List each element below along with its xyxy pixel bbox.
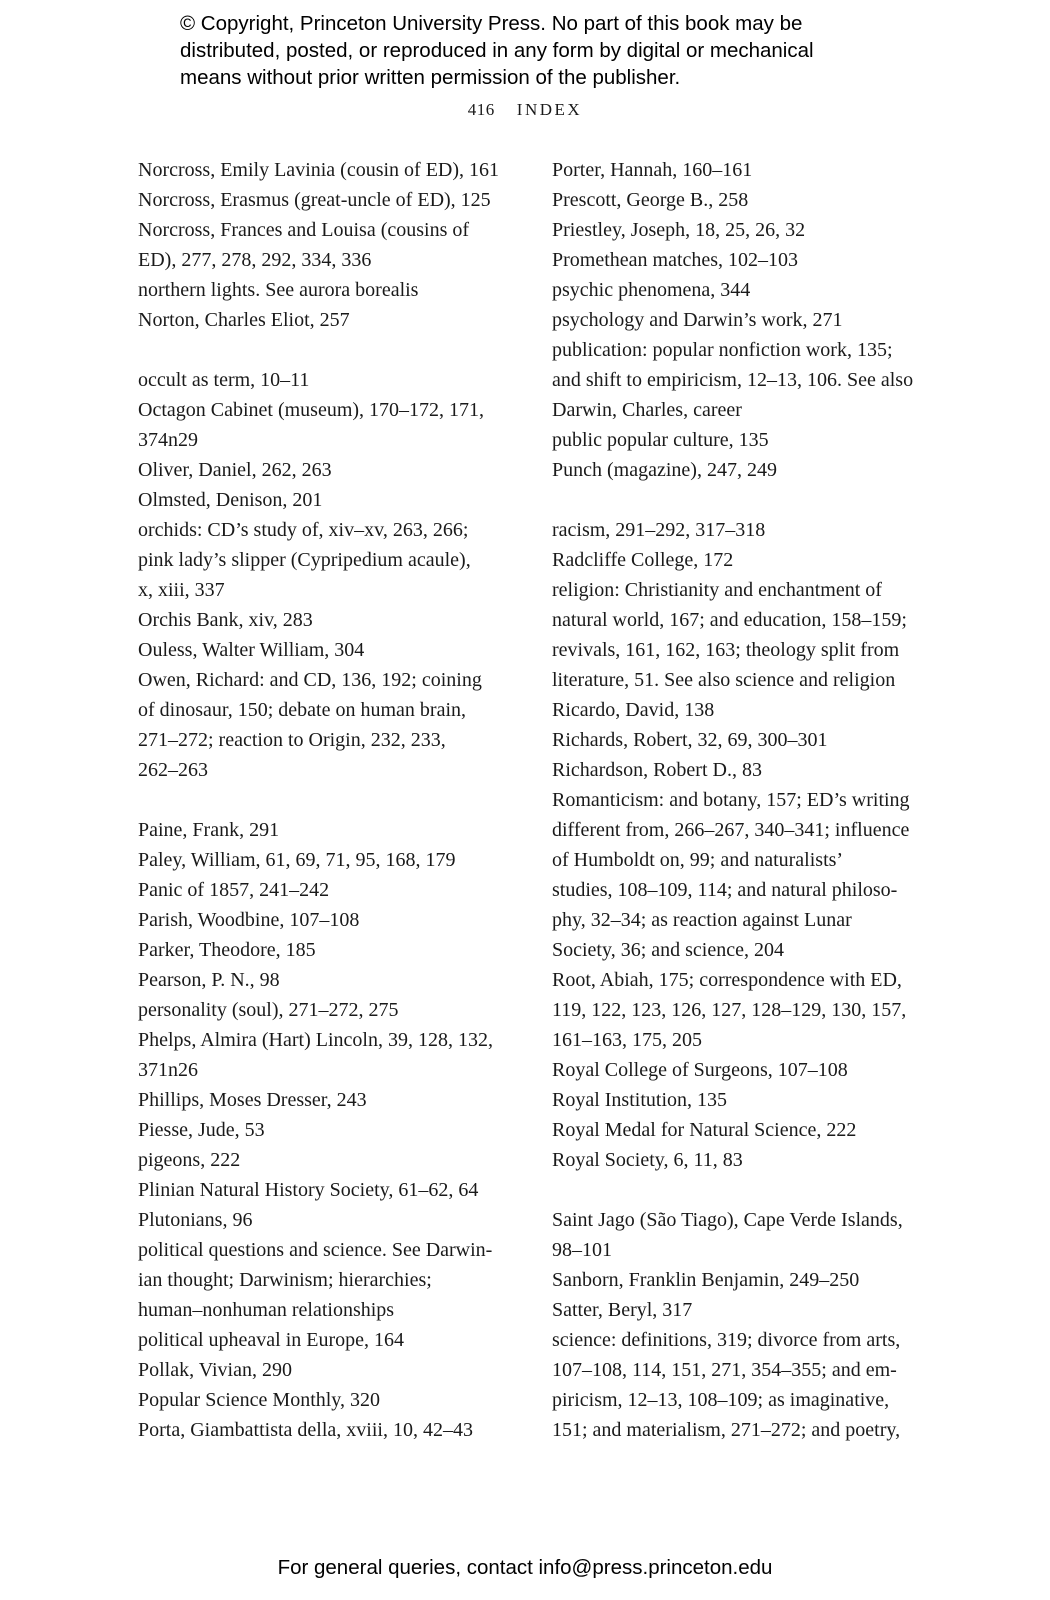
index-entry-line: Popular Science Monthly, 320: [138, 1389, 381, 1411]
index-entry-line: Owen, Richard: and CD, 136, 192; coining: [138, 669, 482, 691]
index-entry: [552, 785, 927, 965]
index-entry-line: Root, Abiah, 175; correspondence with ED,: [552, 969, 902, 991]
index-entry: [138, 1325, 513, 1355]
index-entry-line: x, xiii, 337: [138, 579, 225, 601]
index-entry-line: Punch (magazine), 247, 249: [552, 459, 777, 481]
index-entry-line: Octagon Cabinet (museum), 170–172, 171,: [138, 399, 485, 421]
index-entry: [138, 815, 513, 845]
index-entry-line: political upheaval in Europe, 164: [138, 1329, 405, 1351]
index-entry: [138, 665, 513, 785]
index-entry-line: Phillips, Moses Dresser, 243: [138, 1089, 367, 1111]
index-entry-line: Romanticism: and botany, 157; ED’s writing: [552, 789, 910, 811]
index-entry-line: pink lady’s slipper (Cypripedium acaule),: [138, 549, 471, 571]
index-entry-line: science: definitions, 319; divorce from arts,: [552, 1329, 901, 1351]
index-entry: [138, 395, 513, 455]
index-entry-line: different from, 266–267, 340–341; influence: [552, 819, 910, 841]
index-entry-line: Richardson, Robert D., 83: [552, 759, 762, 781]
index-entry: [552, 575, 927, 695]
index-entry-line: psychic phenomena, 344: [552, 279, 751, 301]
index-entry: [552, 425, 927, 455]
index-entry: [138, 515, 513, 605]
index-entry-line: Norton, Charles Eliot, 257: [138, 309, 350, 331]
index-entry-line: Paine, Frank, 291: [138, 819, 280, 841]
copyright-line: means without prior written permission of the publisher.: [180, 66, 681, 89]
index-entry: [552, 965, 927, 1055]
index-entry: [552, 515, 927, 545]
index-entry-line: of dinosaur, 150; debate on human brain,: [138, 699, 467, 721]
index-entry-line: Pollak, Vivian, 290: [138, 1359, 292, 1381]
index-entry-line: Promethean matches, 102–103: [552, 249, 799, 271]
index-entry: [138, 215, 513, 275]
index-entry: [138, 485, 513, 515]
index-entry: [552, 155, 927, 185]
index-entry: [138, 635, 513, 665]
index-entry-line: Orchis Bank, xiv, 283: [138, 609, 313, 631]
index-entry: [138, 875, 513, 905]
index-entry: [138, 185, 513, 215]
index-entry-line: studies, 108–109, 114; and natural philoso-: [552, 879, 898, 901]
index-entry-line: Parish, Woodbine, 107–108: [138, 909, 360, 931]
index-entry: [138, 965, 513, 995]
index-entry: [138, 275, 513, 305]
index-entry: [138, 905, 513, 935]
index-entry: [552, 1085, 927, 1115]
index-entry-line: 98–101: [552, 1239, 612, 1261]
index-entry-line: and shift to empiricism, 12–13, 106. See also: [552, 369, 914, 391]
index-entry: [552, 1325, 927, 1445]
index-entry-line: Norcross, Frances and Louisa (cousins of: [138, 219, 470, 241]
index-entry-line: northern lights. See aurora borealis: [138, 279, 419, 301]
copyright-line: © Copyright, Princeton University Press. No part of this book may be: [180, 12, 803, 35]
index-entry-line: Sanborn, Franklin Benjamin, 249–250: [552, 1269, 860, 1291]
index-entry: [552, 695, 927, 725]
index-entry-line: pigeons, 222: [138, 1149, 241, 1171]
footer-contact: For general queries, contact info@press.princeton.edu: [277, 1556, 773, 1579]
page-number: 416: [467, 100, 495, 119]
index-entry-line: Plutonians, 96: [138, 1209, 253, 1231]
copyright-notice: [180, 10, 900, 91]
index-entry: [138, 845, 513, 875]
index-entry-line: Norcross, Erasmus (great-uncle of ED), 125: [138, 189, 491, 211]
index-entry: [552, 1145, 927, 1175]
index-entry-line: Society, 36; and science, 204: [552, 939, 784, 961]
index-entry-line: human–nonhuman relationships: [138, 1299, 395, 1321]
index-entry-line: literature, 51. See also science and religion: [552, 669, 896, 691]
index-column-right: [552, 155, 927, 1445]
index-entry-line: Saint Jago (São Tiago), Cape Verde Islands,: [552, 1209, 903, 1231]
index-entry: [138, 155, 513, 185]
index-entry: [138, 1205, 513, 1235]
index-entry-line: Parker, Theodore, 185: [138, 939, 316, 961]
section-title: INDEX: [516, 100, 583, 119]
index-entry: [552, 1115, 927, 1145]
index-entry-line: Oliver, Daniel, 262, 263: [138, 459, 332, 481]
index-entry-line: ED), 277, 278, 292, 334, 336: [138, 249, 372, 271]
index-entry: [138, 1235, 513, 1325]
index-entry-line: Darwin, Charles, career: [552, 399, 742, 421]
index-entry-line: racism, 291–292, 317–318: [552, 519, 766, 541]
index-entry-line: 371n26: [138, 1059, 198, 1081]
index-entry-line: Porter, Hannah, 160–161: [552, 159, 753, 181]
index-entry: [552, 1265, 927, 1295]
index-entry-line: Phelps, Almira (Hart) Lincoln, 39, 128, 132,: [138, 1029, 493, 1051]
index-entry-line: Piesse, Jude, 53: [138, 1119, 265, 1141]
index-entry: [138, 365, 513, 395]
letter-group-gap: [138, 785, 513, 815]
index-entry: [552, 545, 927, 575]
index-entry-line: revivals, 161, 162, 163; theology split from: [552, 639, 900, 661]
index-entry: [552, 1205, 927, 1265]
index-entry-line: Ricardo, David, 138: [552, 699, 715, 721]
index-entry-line: 107–108, 114, 151, 271, 354–355; and em-: [552, 1359, 897, 1381]
index-entry: [552, 185, 927, 215]
index-entry-line: 271–272; reaction to Origin, 232, 233,: [138, 729, 446, 751]
index-entry: [552, 305, 927, 335]
index-entry-line: Pearson, P. N., 98: [138, 969, 280, 991]
index-entry: [552, 755, 927, 785]
index-entry-line: Royal Medal for Natural Science, 222: [552, 1119, 857, 1141]
index-entry-line: public popular culture, 135: [552, 429, 769, 451]
index-entry: [552, 275, 927, 305]
index-entry: [552, 725, 927, 755]
index-column-left: [138, 155, 513, 1445]
index-entry-line: political questions and science. See Darwin-: [138, 1239, 493, 1261]
index-entry-line: Porta, Giambattista della, xviii, 10, 42–43: [138, 1419, 473, 1441]
index-entry: [552, 215, 927, 245]
index-entry-line: phy, 32–34; as reaction against Lunar: [552, 909, 852, 931]
index-entry-line: Richards, Robert, 32, 69, 300–301: [552, 729, 828, 751]
index-entry: [138, 995, 513, 1025]
index-entry-line: Priestley, Joseph, 18, 25, 26, 32: [552, 219, 806, 241]
index-entry-line: orchids: CD’s study of, xiv–xv, 263, 266;: [138, 519, 469, 541]
index-entry-line: Royal Institution, 135: [552, 1089, 727, 1111]
copyright-line: distributed, posted, or reproduced in any form by digital or mechanical: [180, 39, 814, 62]
index-entry-line: Paley, William, 61, 69, 71, 95, 168, 179: [138, 849, 456, 871]
letter-group-gap: [138, 335, 513, 365]
index-entry: [552, 1295, 927, 1325]
index-entry-line: Ouless, Walter William, 304: [138, 639, 365, 661]
index-entry: [552, 245, 927, 275]
index-entry: [138, 1085, 513, 1115]
index-entry-line: 119, 122, 123, 126, 127, 128–129, 130, 157,: [552, 999, 907, 1021]
index-entry: [138, 1025, 513, 1085]
index-entry-line: piricism, 12–13, 108–109; as imaginative,: [552, 1389, 890, 1411]
index-entry-line: 374n29: [138, 429, 198, 451]
index-entry-line: natural world, 167; and education, 158–159;: [552, 609, 907, 631]
letter-group-gap: [552, 1175, 927, 1205]
index-entry-line: occult as term, 10–11: [138, 369, 310, 391]
index-entry: [138, 935, 513, 965]
index-entry-line: Royal Society, 6, 11, 83: [552, 1149, 743, 1171]
index-entry-line: religion: Christianity and enchantment of: [552, 579, 882, 601]
index-entry-line: of Humboldt on, 99; and naturalists’: [552, 849, 844, 871]
index-entry: [138, 305, 513, 335]
index-entry-line: personality (soul), 271–272, 275: [138, 999, 399, 1021]
index-entry-line: 262–263: [138, 759, 208, 781]
index-entry: [138, 1385, 513, 1415]
index-entry-line: Olmsted, Denison, 201: [138, 489, 323, 511]
index-entry-line: Royal College of Surgeons, 107–108: [552, 1059, 848, 1081]
index-entry: [138, 1175, 513, 1205]
index-entry-line: Prescott, George B., 258: [552, 189, 749, 211]
index-entry: [552, 1055, 927, 1085]
index-entry-line: ian thought; Darwinism; hierarchies;: [138, 1269, 432, 1291]
index-entry: [138, 1145, 513, 1175]
index-entry: [552, 455, 927, 485]
index-entry-line: Plinian Natural History Society, 61–62, 64: [138, 1179, 479, 1201]
index-entry-line: Panic of 1857, 241–242: [138, 879, 330, 901]
index-entry-line: psychology and Darwin’s work, 271: [552, 309, 843, 331]
index-entry: [138, 1115, 513, 1145]
index-entry: [138, 1355, 513, 1385]
index-entry-line: publication: popular nonfiction work, 135;: [552, 339, 893, 361]
index-entry-line: 151; and materialism, 271–272; and poetry,: [552, 1419, 901, 1441]
letter-group-gap: [552, 485, 927, 515]
index-entry-line: Radcliffe College, 172: [552, 549, 734, 571]
index-entry: [552, 335, 927, 425]
index-entry: [138, 1415, 513, 1445]
running-head: [0, 100, 1050, 120]
index-entry-line: 161–163, 175, 205: [552, 1029, 702, 1051]
index-entry: [138, 455, 513, 485]
index-entry-line: Satter, Beryl, 317: [552, 1299, 693, 1321]
index-entry: [138, 605, 513, 635]
index-entry-line: Norcross, Emily Lavinia (cousin of ED), 161: [138, 159, 500, 181]
